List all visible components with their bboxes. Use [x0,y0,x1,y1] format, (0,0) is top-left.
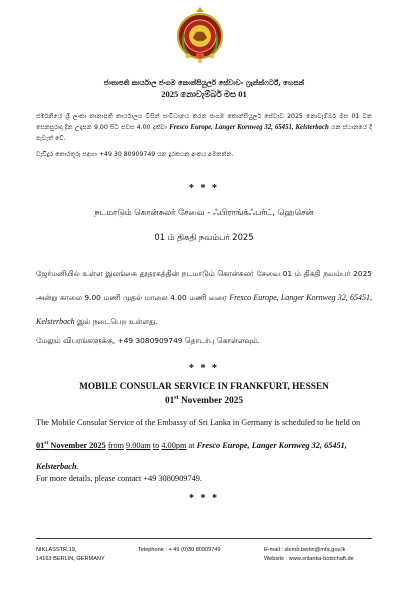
english-time-end: 4.00pm [161,440,187,450]
english-contact: For more details, please contact +49 3080909749. [36,474,202,483]
tamil-title: நடமாடும் கொன்சுலர் சேவை - ஃபிராங்க்ஃபர்ட், ஹெசென் [94,207,314,217]
footer-contact [264,546,354,564]
footer-address [36,546,105,564]
footer-divider [36,538,372,539]
sinhala-title-line1: ජාතාපති කාර්යාල ජංගම කොන්සියුලර් සේවාව- ෆ්‍රෑන්ක්ෆර්ට්, හෙසන් [103,79,305,87]
footer-email: E-mail : slemb.berlin@mfa.gov.lk [264,547,346,553]
english-paragraph: The Mobile Consular Service of the Embassy of Sri Lanka in Germany is scheduled to be held on 01st November 2025 from 9.00am to 4.00pm at Fresco Europe, Langer Kornweg 32, 65451, Kelsterbach. [36,418,361,471]
tamil-venue: Fresco Europe, Langer Kornweg 32, 65451, Kelsterbach [36,293,372,326]
sinhala-title [36,78,372,100]
sinhala-paragraph [36,111,372,144]
sinhala-title-date: 2025 නොවැම්බර් මස 01 [161,89,247,99]
footer-website: Website : www.srilanka-botschaft.de [264,556,354,562]
tamil-paragraph [36,262,372,334]
english-body-date: 01st November 2025 [36,440,106,450]
english-time-start: 9.00am [126,440,151,450]
english-title-text: MOBILE CONSULAR SERVICE IN FRANKFURT, HESSEN [79,382,329,392]
section-separator: * * * [189,493,219,504]
section-separator: * * * [189,183,219,194]
footer-telephone: Telephone : + 49 (0)30 80909749 [138,547,221,553]
sinhala-body-end: යන ස්ථානයේ දී පැවැත් වේ. [36,124,373,142]
sinhala-venue: Fresco Europe, Langer Kornweg 32, 65451, Kelsterbach [169,124,329,131]
english-title [36,382,372,407]
tamil-body-text: ஜேர்மனியில் உள்ள இலங்கை தூதரகத்தின் நடமாடும் கொன்சுலர் சேவை 01 ம் திகதி நவம்பர் 2025 அன்று காலை 9.00 மணி முதல் மாலை 4.00 மணி வரை [36,269,372,302]
section-separator: * * * [189,363,219,374]
sinhala-contact: වැඩිදුර තොරතුරු සඳහා +49 30 80909749 යන දුරකථන අංකය අමතන්න. [36,151,234,158]
tamil-date: 01 ம் திகதி நவம்பர் 2025 [154,232,254,242]
national-emblem-icon [176,6,224,64]
tamil-contact: மேலும் விபரங்களுக்கு, +49 3080909749 தொடர்பு கொள்ளவும். [36,336,260,345]
footer-address-line1: NIKLASSTR.19, [36,547,77,553]
sinhala-body-text: ජර්මනියේ ශ්‍රී ලංකා තානාපති කාර්යාලය විසින් සංවිධානය කරන ජංගම කොන්සියුලර් සේවාව 2025 නොවැම්බර් මස 01 වන සෙනසුරාදා දින උදෑසන 9.00 සිට සවස 4.00 දක්වා [36,113,372,131]
english-venue: Fresco Europe, Langer Kornweg 32, 65451, Kelsterbach [36,440,347,471]
tamil-body-end: இல் நடைபெற உள்ளது. [77,317,158,326]
english-title-date: 01st November 2025 [164,395,244,407]
footer-address-line2: 14163 BERLIN, GERMANY [36,556,105,562]
